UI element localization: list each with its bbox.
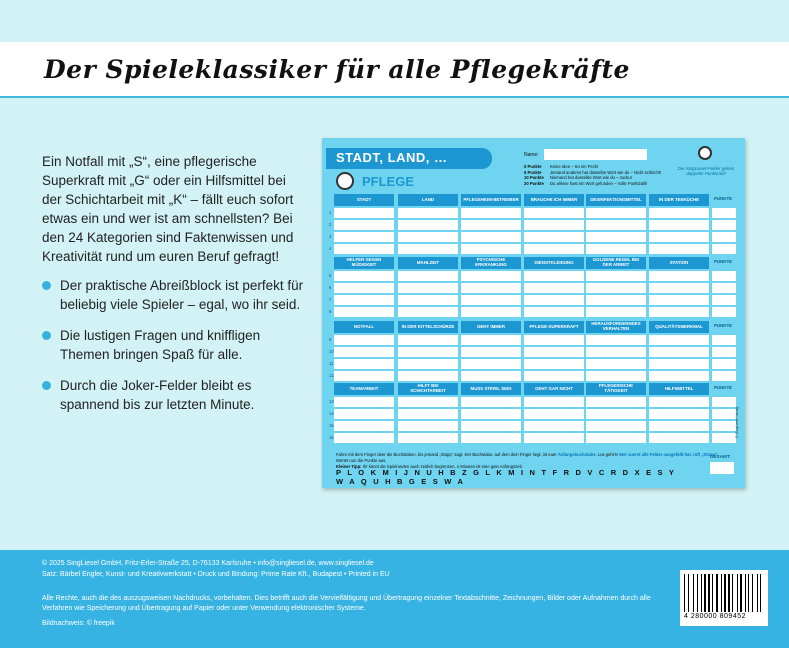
imprint-text: © 2025 SingLiesel GmbH, Fritz-Erler-Straße 25, D-76133 Karlsruhe • info@singliesel.de, www.singliesel.de Satz: Bärbel Engler, Kunst- und Kreativwerkstatt • Druck und Bindung: Prime Rate Kft., Budapest • Printed in EU — [42, 560, 390, 578]
answer-cell — [461, 220, 521, 230]
answer-cell — [649, 283, 709, 293]
points-cell — [712, 295, 736, 305]
answer-cell — [649, 347, 709, 357]
title-band — [0, 42, 789, 98]
answer-cell — [398, 295, 458, 305]
feature-list — [42, 276, 312, 426]
row-number: 14 — [329, 411, 334, 416]
points-cell — [712, 307, 736, 317]
bullet-dot-icon — [42, 281, 51, 290]
answer-cell — [334, 421, 394, 431]
answer-cell — [524, 397, 584, 407]
answer-cell — [334, 371, 394, 381]
answer-cell — [524, 232, 584, 242]
answer-cell — [461, 271, 521, 281]
answer-cell — [398, 397, 458, 407]
answer-cell — [586, 244, 646, 254]
points-cell — [712, 232, 736, 242]
category-header: GEHT GAR NICHT — [524, 383, 584, 395]
barcode-bar — [711, 574, 712, 612]
answer-cell — [524, 347, 584, 357]
answer-cell — [398, 208, 458, 218]
answer-cell — [461, 283, 521, 293]
image-credit: Bildnachweis: © freepik — [42, 620, 115, 627]
answer-row — [322, 306, 745, 320]
answer-cell — [649, 335, 709, 345]
category-header: PFLEGEHEIM-BETREIBER — [461, 194, 521, 206]
answer-cell — [586, 295, 646, 305]
barcode-bar — [758, 574, 759, 612]
answer-cell — [461, 244, 521, 254]
answer-cell — [649, 421, 709, 431]
answer-cell — [398, 347, 458, 357]
answer-cell — [334, 397, 394, 407]
barcode-bar — [743, 574, 744, 612]
total-label: GESAMT: — [710, 454, 731, 459]
category-header: PFLEGE-SUPERKRAFT — [524, 321, 584, 333]
answer-cell — [649, 371, 709, 381]
category-header: TEAMARBEIT — [334, 383, 394, 395]
answer-cell — [586, 271, 646, 281]
answer-row — [322, 432, 745, 446]
answer-cell — [334, 232, 394, 242]
category-header: DIENSTKLEIDUNG — [524, 257, 584, 269]
category-header: NOTFALL — [334, 321, 394, 333]
category-header: HERAUSFORDERNDES VERHALTEN — [586, 321, 646, 333]
barcode-bar — [724, 574, 725, 612]
answer-cell — [586, 409, 646, 419]
answer-cell — [586, 397, 646, 407]
liesel-head-icon — [336, 172, 354, 190]
answer-cell — [461, 335, 521, 345]
answer-cell — [649, 244, 709, 254]
barcode-bar — [752, 574, 753, 612]
answer-cell — [461, 421, 521, 431]
answer-cell — [461, 232, 521, 242]
answer-cell — [649, 208, 709, 218]
answer-cell — [586, 307, 646, 317]
category-header: DESINFEKTIONSMITTEL — [586, 194, 646, 206]
name-label: Name: — [524, 152, 539, 158]
feature-item: Der praktische Abreißblock ist perfekt für beliebig viele Spieler – egal, wo ihr seid. — [42, 276, 312, 314]
answer-cell — [524, 208, 584, 218]
category-header: MUSS STERIL SEIN — [461, 383, 521, 395]
barcode-bar — [737, 574, 738, 612]
points-cell — [712, 433, 736, 443]
points-label: PUNKTE — [714, 385, 733, 390]
letter-strip: P L O K M I J N U H B Z G L K M I N T F R D V C R D X E S Y W A Q U H B G E S W A — [336, 468, 676, 486]
answer-cell — [649, 409, 709, 419]
answer-cell — [586, 208, 646, 218]
sheet-copyright: © SingLiesel Verlag — [735, 406, 739, 438]
points-cell — [712, 283, 736, 293]
answer-cell — [649, 220, 709, 230]
barcode-bar — [694, 574, 695, 612]
category-header: IN DER TEEKÜCHE — [649, 194, 709, 206]
barcode-bar — [728, 574, 729, 612]
points-cell — [712, 409, 736, 419]
points-cell — [712, 359, 736, 369]
category-header: IN DER KITTELSCHÜRZE — [398, 321, 458, 333]
barcode-bar — [712, 574, 713, 612]
barcode-bar — [697, 574, 698, 612]
answer-cell — [586, 283, 646, 293]
points-cell — [712, 371, 736, 381]
feature-item: Durch die Joker-Felder bleibt es spannend bis zur letzten Minute. — [42, 376, 312, 414]
answer-cell — [524, 335, 584, 345]
answer-cell — [461, 397, 521, 407]
barcode-bar — [716, 574, 718, 612]
answer-cell — [649, 295, 709, 305]
name-field — [544, 149, 647, 160]
barcode-bar — [747, 574, 748, 612]
barcode-bar — [704, 574, 706, 612]
answer-cell — [334, 359, 394, 369]
answer-cell — [649, 433, 709, 443]
answer-cell — [334, 271, 394, 281]
barcode-bar — [760, 574, 761, 612]
row-number: 8 — [329, 309, 332, 314]
category-header: HELFER GEGEN MÜDIGKEIT — [334, 257, 394, 269]
answer-cell — [398, 220, 458, 230]
rights-text: Alle Rechte, auch die des auszugsweisen Nachdrucks, vorbehalten. Dies betrifft auch die Vervielfältigung und Übertragung einzelner Textabschnitte, Zeichnungen, Bilder oder Aufnahmen durch alle Verfahren wie Speicherung und Übertragung auf Papier oder unter Verwendung elektronischer Systeme. — [42, 595, 651, 612]
barcode-bar — [739, 574, 740, 612]
row-number: 15 — [329, 423, 334, 428]
barcode-number: 4 280000 809452 — [684, 613, 746, 620]
barcode-bar — [708, 574, 709, 612]
answer-cell — [586, 347, 646, 357]
answer-cell — [586, 433, 646, 443]
barcode-bar — [702, 574, 703, 612]
feature-item: Die lustigen Fragen und kniffligen Themen bringen Spaß für alle. — [42, 326, 312, 364]
answer-cell — [586, 359, 646, 369]
row-number: 13 — [329, 399, 334, 404]
row-number: 6 — [329, 285, 332, 290]
points-cell — [712, 208, 736, 218]
answer-cell — [398, 433, 458, 443]
bullet-dot-icon — [42, 381, 51, 390]
answer-cell — [398, 335, 458, 345]
points-cell — [712, 421, 736, 431]
barcode-bar — [757, 574, 758, 612]
answer-cell — [586, 232, 646, 242]
row-number: 4 — [329, 246, 332, 251]
barcode-bar — [714, 574, 715, 612]
row-number: 12 — [329, 373, 334, 378]
answer-cell — [586, 371, 646, 381]
intro-text: Ein Notfall mit „S“, eine pflegerische Superkraft mit „G“ oder ein Hilfsmittel bei der Schichtarbeit mit „K“ – fällt euch sofort etwas ein und wer ist am schnellsten? Bei den 24 Kategorien sind Faktenwissen und Kreativität rund um euren Beruf gefragt! — [42, 154, 294, 264]
answer-cell — [649, 307, 709, 317]
barcode-bar — [750, 574, 751, 612]
barcode-bar — [690, 574, 692, 612]
answer-cell — [524, 295, 584, 305]
barcode-bar — [721, 574, 722, 612]
answer-cell — [398, 371, 458, 381]
bullet-dot-icon — [42, 331, 51, 340]
answer-cell — [461, 371, 521, 381]
barcode-bar — [699, 574, 700, 612]
category-header: GOLDENE REGEL BEI DER ARBEIT — [586, 257, 646, 269]
answer-row — [322, 370, 745, 384]
game-sheet-preview — [322, 138, 745, 488]
answer-cell — [524, 220, 584, 230]
answer-cell — [334, 347, 394, 357]
answer-cell — [461, 409, 521, 419]
sheet-instructions: Fahre mit dem Finger über die Buchstaben, bis jemand „Stopp“ sagt. Der Buchstabe, auf dem dein Finger liegt, ist euer Anfangsbuchstabe. Los geht's! Wer zuerst alle Felder ausgefüllt hat, ruft „Stopp“. Wertet nun die Punkte aus. Kleiner Tipp: Ihr könnt die Spielrunden auch zeitlich begrenzen, 2 Minuten ist eine gute Anfangszeit. — [336, 452, 719, 469]
points-cell — [712, 244, 736, 254]
barcode-bar — [734, 574, 736, 612]
barcode — [680, 570, 768, 626]
answer-cell — [398, 409, 458, 419]
answer-cell — [398, 271, 458, 281]
answer-cell — [461, 208, 521, 218]
joker-liesel-icon — [698, 146, 712, 160]
answer-cell — [649, 359, 709, 369]
row-number: 9 — [329, 337, 332, 342]
answer-cell — [524, 421, 584, 431]
answer-cell — [334, 409, 394, 419]
barcode-bar — [727, 574, 728, 612]
barcode-bar — [723, 574, 724, 612]
answer-cell — [334, 433, 394, 443]
barcode-bar — [693, 574, 694, 612]
category-header: MAHLZEIT — [398, 257, 458, 269]
row-number: 16 — [329, 435, 334, 440]
barcode-bar — [684, 574, 685, 612]
answer-cell — [524, 409, 584, 419]
barcode-bar — [731, 574, 732, 612]
row-number: 7 — [329, 297, 332, 302]
answer-cell — [398, 359, 458, 369]
answer-cell — [398, 307, 458, 317]
answer-cell — [334, 307, 394, 317]
answer-cell — [586, 220, 646, 230]
points-cell — [712, 220, 736, 230]
sheet-subtitle: PFLEGE — [362, 174, 415, 189]
sheet-title-bar — [326, 148, 492, 169]
row-number: 5 — [329, 273, 332, 278]
answer-cell — [334, 335, 394, 345]
total-field — [710, 462, 734, 474]
category-header: HILFSMITTEL — [649, 383, 709, 395]
category-header: BRAUCHE ICH IMMER — [524, 194, 584, 206]
answer-cell — [649, 397, 709, 407]
row-number: 10 — [329, 349, 334, 354]
answer-cell — [334, 295, 394, 305]
barcode-bar — [754, 574, 756, 612]
points-cell — [712, 397, 736, 407]
barcode-bar — [732, 574, 733, 612]
answer-cell — [524, 371, 584, 381]
answer-cell — [461, 295, 521, 305]
answer-cell — [586, 335, 646, 345]
barcode-bar — [707, 574, 708, 612]
barcode-bar — [745, 574, 746, 612]
row-number: 11 — [329, 361, 334, 366]
answer-cell — [524, 244, 584, 254]
answer-cell — [524, 307, 584, 317]
answer-cell — [461, 347, 521, 357]
answer-cell — [334, 208, 394, 218]
points-label: PUNKTE — [714, 323, 733, 328]
barcode-bar — [686, 574, 687, 612]
category-header: HILFT BEI SCHICHTARBEIT — [398, 383, 458, 395]
row-number: 3 — [329, 234, 332, 239]
category-header: QUALITÄTSMERKMAL — [649, 321, 709, 333]
answer-cell — [524, 433, 584, 443]
category-header: LAND — [398, 194, 458, 206]
answer-cell — [334, 283, 394, 293]
answer-cell — [524, 283, 584, 293]
barcode-bar — [762, 574, 763, 612]
points-cell — [712, 347, 736, 357]
answer-cell — [398, 232, 458, 242]
joker-note: Die SingLiesel-Felder geben doppelte Punktzahl! — [677, 166, 735, 176]
row-number: 2 — [329, 222, 332, 227]
imprint-footer — [0, 550, 789, 648]
answer-cell — [461, 433, 521, 443]
points-label: PUNKTE — [714, 196, 733, 201]
barcode-bar — [701, 574, 702, 612]
answer-cell — [398, 283, 458, 293]
points-label: PUNKTE — [714, 259, 733, 264]
answer-cell — [334, 244, 394, 254]
answer-row — [322, 243, 745, 257]
barcode-bar — [740, 574, 741, 612]
row-number: 1 — [329, 210, 332, 215]
scoring-legend: 0 Punkte Keine Idee – So ein Pech! 5 Punkte Jemand anderes hat dasselbe Wort wie du – Nicht schlecht! 10 Punkte Niemand hat dasselbe Wort wie du – Juchu! 20 Punkte Du alleine hast ein Wort gefunden – Volle Punktzahl! — [524, 164, 662, 186]
answer-cell — [649, 232, 709, 242]
answer-cell — [398, 244, 458, 254]
answer-cell — [586, 421, 646, 431]
answer-cell — [461, 359, 521, 369]
answer-cell — [461, 307, 521, 317]
points-cell — [712, 271, 736, 281]
category-header: STATION — [649, 257, 709, 269]
barcode-bars — [684, 574, 764, 612]
barcode-bar — [748, 574, 749, 612]
answer-cell — [649, 271, 709, 281]
barcode-bar — [688, 574, 689, 612]
points-cell — [712, 335, 736, 345]
answer-cell — [334, 220, 394, 230]
category-header: PFLEGERISCHE TÄTIGKEIT — [586, 383, 646, 395]
barcode-bar — [719, 574, 720, 612]
answer-cell — [524, 359, 584, 369]
category-header: STADT — [334, 194, 394, 206]
answer-cell — [524, 271, 584, 281]
answer-cell — [398, 421, 458, 431]
sheet-title: STADT, LAND, … — [336, 150, 448, 165]
page-title: Der Spieleklassiker für alle Pflegekräfte — [44, 55, 630, 84]
category-header: GEHT IMMER — [461, 321, 521, 333]
category-header: PSYCHISCHE ERKRANKUNG — [461, 257, 521, 269]
